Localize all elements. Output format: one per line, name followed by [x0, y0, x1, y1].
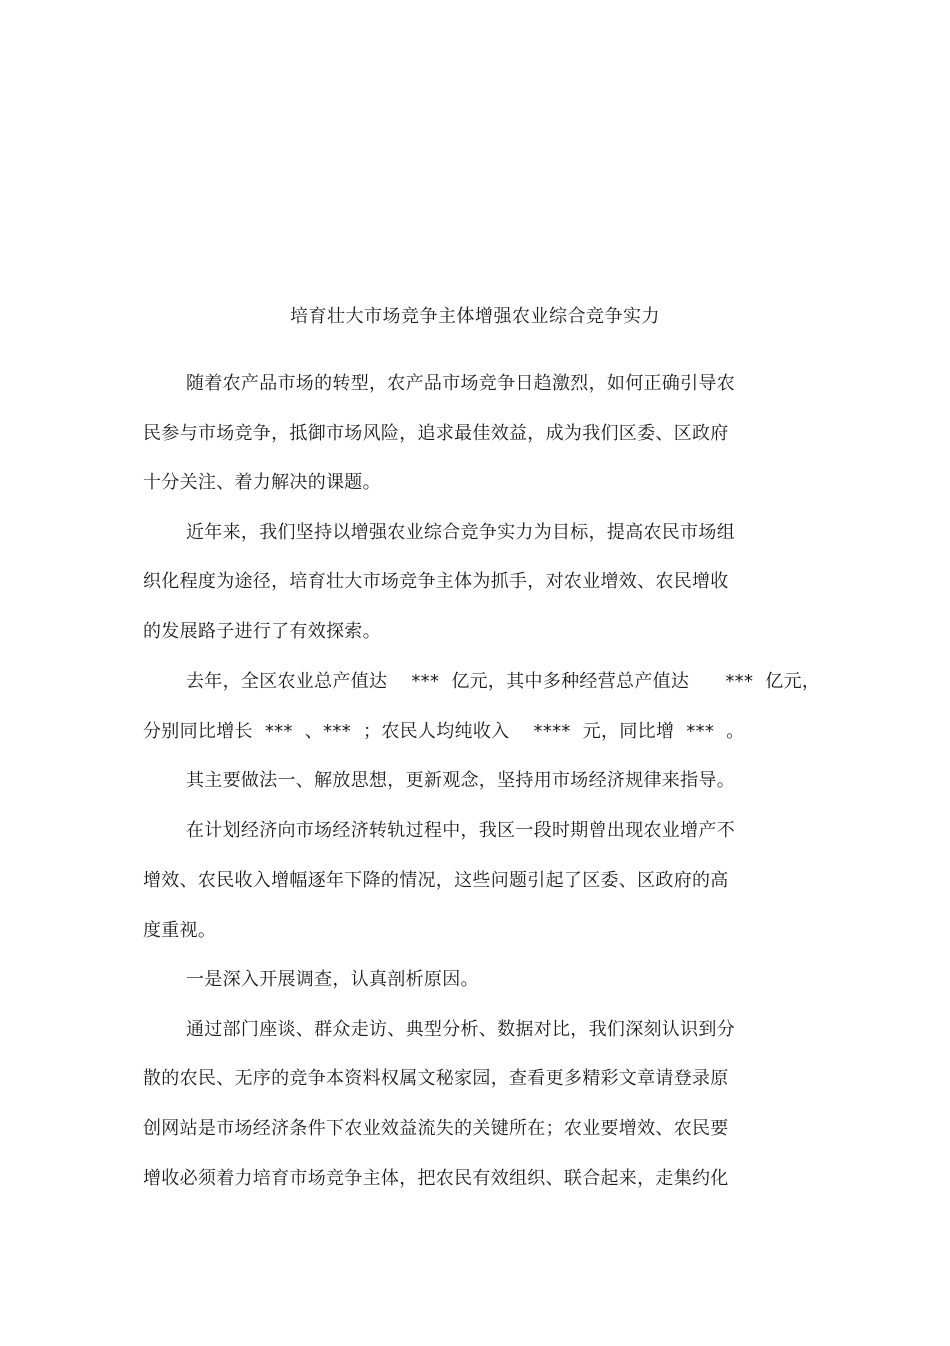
- paragraph-line: 民参与市场竞争，抵御市场风险，追求最佳效益，成为我们区委、区政府: [143, 423, 729, 444]
- document-title: 培育壮大市场竞争主体增强农业综合竞争实力: [290, 306, 660, 327]
- paragraph-line: 在计划经济向市场经济转轨过程中，我区一段时期曾出现农业增产不: [186, 820, 735, 841]
- paragraph-line: 增收必须着力培育市场竞争主体，把农民有效组织、联合起来，走集约化: [143, 1168, 729, 1189]
- paragraph-line: 十分关注、着力解决的课题。: [143, 472, 381, 493]
- paragraph-line: 其主要做法一、解放思想，更新观念，坚持用市场经济规律来指导。: [186, 770, 735, 791]
- paragraph-line: 度重视。: [143, 920, 217, 941]
- paragraph-line: 通过部门座谈、群众走访、典型分析、数据对比，我们深刻认识到分: [186, 1019, 735, 1040]
- paragraph-line: 近年来，我们坚持以增强农业综合竞争实力为目标，提高农民市场组: [186, 522, 735, 543]
- paragraph-line: 织化程度为途径，培育壮大市场竞争主体为抓手，对农业增效、农民增收: [143, 571, 729, 592]
- paragraph-line: 一是深入开展调查，认真剖析原因。: [186, 969, 479, 990]
- paragraph-line: 的发展路子进行了有效探索。: [143, 621, 381, 642]
- paragraph-line: 分别同比增长 *** 、*** ；农民人均纯收入 **** 元，同比增 *** 。: [143, 721, 745, 742]
- paragraph-line: 散的农民、无序的竞争本资料权属文秘家园，查看更多精彩文章请登录原: [143, 1068, 729, 1089]
- paragraph-line: 随着农产品市场的转型，农产品市场竞争日趋激烈，如何正确引导农: [186, 373, 735, 394]
- paragraph-line: 创网站是市场经济条件下农业效益流失的关键所在；农业要增效、农民要: [143, 1118, 729, 1139]
- paragraph-line: 去年，全区农业总产值达 *** 亿元，其中多种经营总产值达 *** 亿元，: [186, 671, 821, 692]
- paragraph-line: 增效、农民收入增幅逐年下降的情况，这些问题引起了区委、区政府的高: [143, 870, 729, 891]
